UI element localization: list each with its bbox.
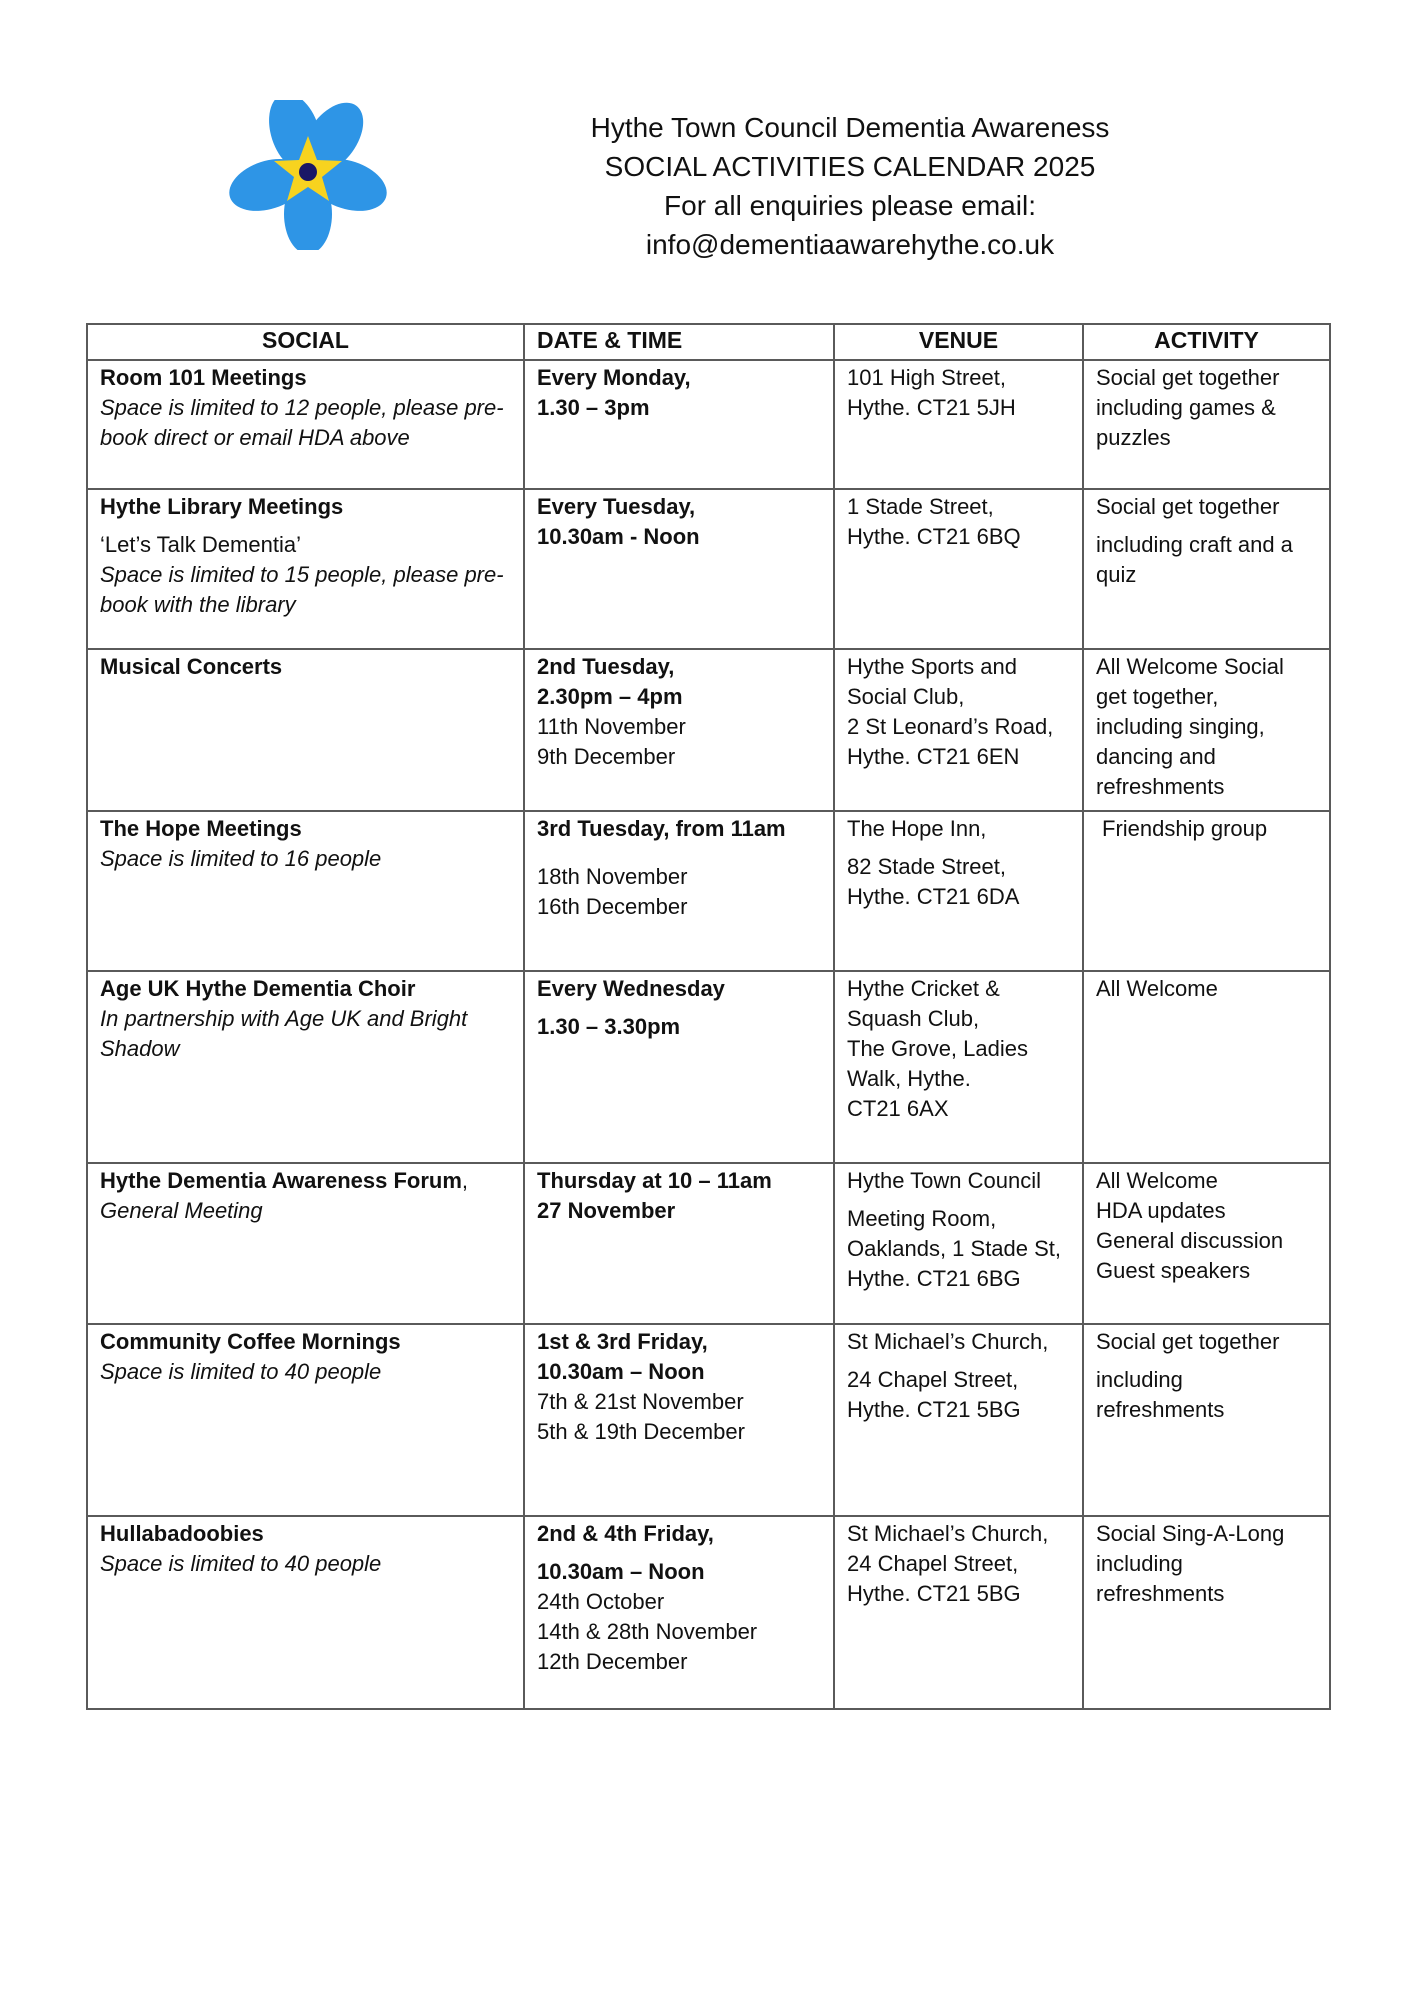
social-cell — [87, 1163, 524, 1324]
venue-cell — [834, 1516, 1083, 1709]
activity-cell — [1083, 649, 1330, 811]
venue-line: The Grove, Ladies — [847, 1036, 1028, 1061]
venue-line: Hythe. CT21 6DA — [847, 884, 1020, 909]
activity-line: puzzles — [1096, 425, 1171, 450]
activity-line: Friendship group — [1102, 816, 1268, 841]
date-time-cell — [524, 811, 834, 971]
activity-cell — [1083, 1324, 1330, 1516]
date-line: 11th November — [537, 714, 686, 739]
activity-line: including singing, — [1096, 714, 1265, 739]
venue-line: 2 St Leonard’s Road, — [847, 714, 1054, 739]
schedule-line: 3rd Tuesday, from 11am — [537, 816, 786, 841]
header-organisation: Hythe Town Council Dementia Awareness — [590, 112, 1110, 143]
table-row — [87, 489, 1330, 649]
social-title — [100, 814, 511, 844]
activity-cell — [1083, 811, 1330, 971]
table-row — [87, 1324, 1330, 1516]
header-email[interactable]: info@dementiaawarehythe.co.uk — [645, 229, 1055, 260]
date-time-cell — [524, 1516, 834, 1709]
date-time-cell — [524, 971, 834, 1163]
schedule-line: 1.30 – 3.30pm — [537, 1014, 681, 1039]
activity-line: General discussion — [1096, 1228, 1284, 1253]
social-title-text: The Hope Meetings — [100, 816, 302, 841]
date-line: 16th December — [537, 894, 688, 919]
activity-line: Social get together — [1096, 1329, 1280, 1354]
schedule-line: 2nd & 4th Friday, — [537, 1521, 714, 1546]
activity-line: All Welcome Social — [1096, 654, 1284, 679]
column-header-date-time: DATE & TIME — [524, 324, 834, 360]
date-time-cell — [524, 1324, 834, 1516]
social-title-text: Hythe Dementia Awareness Forum — [100, 1168, 462, 1193]
venue-line: Hythe Town Council — [847, 1168, 1042, 1193]
venue-cell — [834, 1163, 1083, 1324]
venue-line: St Michael’s Church, — [847, 1329, 1049, 1354]
venue-line: Walk, Hythe. — [847, 1066, 971, 1091]
social-note: General Meeting — [100, 1198, 263, 1223]
activity-cell — [1083, 971, 1330, 1163]
venue-line: Hythe. CT21 5JH — [847, 395, 1016, 420]
social-cell — [87, 360, 524, 489]
forget-me-not-logo-icon — [228, 100, 388, 250]
social-cell — [87, 811, 524, 971]
social-title-text: Room 101 Meetings — [100, 365, 307, 390]
date-time-cell — [524, 649, 834, 811]
activity-cell — [1083, 360, 1330, 489]
social-note: Space is limited to 16 people — [100, 846, 382, 871]
date-line: 14th & 28th November — [537, 1619, 758, 1644]
social-cell — [87, 1516, 524, 1709]
activity-line: including craft and a — [1096, 532, 1293, 557]
social-title — [100, 974, 511, 1004]
venue-line: St Michael’s Church, — [847, 1521, 1049, 1546]
header-enquiries: For all enquiries please email: — [664, 190, 1036, 221]
schedule-line: 10.30am – Noon — [537, 1359, 705, 1384]
venue-line: 24 Chapel Street, — [847, 1551, 1019, 1576]
date-line: 18th November — [537, 864, 688, 889]
schedule-line: Every Wednesday — [537, 976, 725, 1001]
venue-line: Hythe Sports and — [847, 654, 1017, 679]
date-line: 9th December — [537, 744, 676, 769]
venue-line: CT21 6AX — [847, 1096, 949, 1121]
venue-line: Oaklands, 1 Stade St, — [847, 1236, 1062, 1261]
schedule-line: 10.30am – Noon — [537, 1559, 705, 1584]
schedule-line: 2nd Tuesday, — [537, 654, 675, 679]
table-row — [87, 360, 1330, 489]
venue-cell — [834, 1324, 1083, 1516]
social-title-text: Age UK Hythe Dementia Choir — [100, 976, 416, 1001]
venue-line: Hythe. CT21 5BG — [847, 1581, 1021, 1606]
table-row — [87, 649, 1330, 811]
activity-line: including — [1096, 1367, 1183, 1392]
social-title — [100, 363, 511, 393]
social-title-suffix: , — [461, 1168, 469, 1193]
date-line: 7th & 21st November — [537, 1389, 744, 1414]
schedule-line: 2.30pm – 4pm — [537, 684, 683, 709]
venue-cell — [834, 360, 1083, 489]
table-row — [87, 1516, 1330, 1709]
date-line: 24th October — [537, 1589, 665, 1614]
social-title — [100, 652, 511, 682]
social-subtitle: ‘Let’s Talk Dementia’ — [100, 532, 301, 557]
social-title — [100, 1327, 511, 1357]
venue-line: Hythe Cricket & — [847, 976, 1000, 1001]
schedule-line: 27 November — [537, 1198, 676, 1223]
activity-line: refreshments — [1096, 774, 1225, 799]
activity-cell — [1083, 1516, 1330, 1709]
activity-line: refreshments — [1096, 1581, 1225, 1606]
social-cell — [87, 649, 524, 811]
activity-cell — [1083, 1163, 1330, 1324]
social-title-text: Community Coffee Mornings — [100, 1329, 401, 1354]
social-title — [100, 1519, 511, 1549]
activity-line: including games & — [1096, 395, 1276, 420]
schedule-line: 1st & 3rd Friday, — [537, 1329, 708, 1354]
activity-line: All Welcome — [1096, 1168, 1218, 1193]
activity-line: All Welcome — [1096, 976, 1218, 1001]
social-cell — [87, 1324, 524, 1516]
table-row — [87, 1163, 1330, 1324]
venue-cell — [834, 649, 1083, 811]
social-note: Space is limited to 12 people, please pre-book direct or email HDA above — [100, 395, 504, 450]
activity-line: Social get together — [1096, 365, 1280, 390]
social-title-text: Hythe Library Meetings — [100, 494, 344, 519]
social-title-text: Musical Concerts — [100, 654, 283, 679]
venue-cell — [834, 971, 1083, 1163]
social-note: In partnership with Age UK and Bright Shadow — [100, 1006, 468, 1061]
social-title — [100, 1166, 511, 1196]
venue-line: 1 Stade Street, — [847, 494, 994, 519]
activity-line: Guest speakers — [1096, 1258, 1251, 1283]
activity-line: including — [1096, 1551, 1183, 1576]
social-note: Space is limited to 40 people — [100, 1359, 382, 1384]
column-header-social: SOCIAL — [87, 324, 524, 360]
date-time-cell — [524, 1163, 834, 1324]
venue-line: The Hope Inn, — [847, 816, 987, 841]
activity-line: HDA updates — [1096, 1198, 1226, 1223]
venue-line: Hythe. CT21 6BG — [847, 1266, 1021, 1291]
schedule-line: 1.30 – 3pm — [537, 395, 650, 420]
header-title: SOCIAL ACTIVITIES CALENDAR 2025 — [604, 151, 1096, 182]
schedule-line: Every Monday, — [537, 365, 691, 390]
venue-cell — [834, 811, 1083, 971]
activities-table — [86, 323, 1331, 1710]
venue-line: Social Club, — [847, 684, 965, 709]
social-note: Space is limited to 15 people, please pre-book with the library — [100, 562, 504, 617]
venue-cell — [834, 489, 1083, 649]
schedule-line: Every Tuesday, — [537, 494, 696, 519]
venue-line: Meeting Room, — [847, 1206, 997, 1231]
activity-line: get together, — [1096, 684, 1219, 709]
social-note: Space is limited to 40 people — [100, 1551, 382, 1576]
venue-line: Hythe. CT21 6BQ — [847, 524, 1021, 549]
activity-line: Social get together — [1096, 494, 1280, 519]
social-cell — [87, 971, 524, 1163]
column-header-activity: ACTIVITY — [1083, 324, 1330, 360]
venue-line: 24 Chapel Street, — [847, 1367, 1019, 1392]
social-cell — [87, 489, 524, 649]
activity-line: Social Sing-A-Long — [1096, 1521, 1285, 1546]
activity-line: refreshments — [1096, 1397, 1225, 1422]
date-line: 12th December — [537, 1649, 688, 1674]
logo-center — [299, 163, 317, 181]
activity-line: dancing and — [1096, 744, 1216, 769]
venue-line: Hythe. CT21 5BG — [847, 1397, 1021, 1422]
schedule-line: 10.30am - Noon — [537, 524, 700, 549]
venue-line: Squash Club, — [847, 1006, 980, 1031]
schedule-line: Thursday at 10 – 11am — [537, 1168, 772, 1193]
activity-cell — [1083, 489, 1330, 649]
date-line: 5th & 19th December — [537, 1419, 745, 1444]
date-time-cell — [524, 360, 834, 489]
venue-line: Hythe. CT21 6EN — [847, 744, 1020, 769]
column-header-venue: VENUE — [834, 324, 1083, 360]
page-header — [520, 108, 1180, 264]
table-header-row — [87, 324, 1330, 360]
venue-line: 82 Stade Street, — [847, 854, 1006, 879]
table-row — [87, 811, 1330, 971]
table-row — [87, 971, 1330, 1163]
social-title — [100, 492, 511, 522]
activity-line: quiz — [1096, 562, 1137, 587]
social-title-text: Hullabadoobies — [100, 1521, 264, 1546]
venue-line: 101 High Street, — [847, 365, 1006, 390]
date-time-cell — [524, 489, 834, 649]
